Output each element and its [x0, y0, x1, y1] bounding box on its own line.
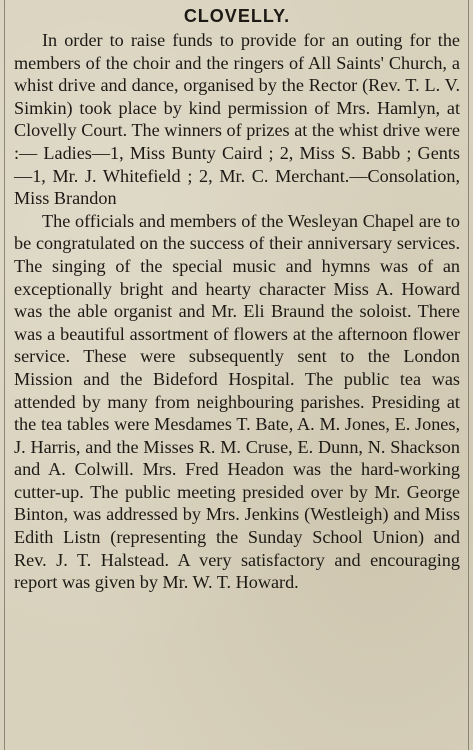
article-paragraph-wesleyan-chapel: The officials and members of the Wesleyan Chapel are to be congratulated on the success of their anniversary services. The singing of the special music and hymns was of an exceptionally bright and hearty character Miss A. Howard was the able organist and Mr. Eli Braund the soloist. There was a beautiful assortment of flowers at the afternoon flower service. These were subsequently sent to the London Mission and the Bideford Hospital. The public tea was attended by many from neighbouring parishes. Presiding at the tea tables were Mesdames T. Bate, A. M. Jones, E. Jones, J. Harris, and the Misses R. M. Cruse, E. Dunn, N. Shackson and A. Colwill. Mrs. Fred Headon was the hard-working cutter-up. The public meeting presided over by Mr. George Binton, was addressed by Mrs. Jenkins (Westleigh) and Miss Edith Listn (representing the Sunday School Union) and Rev. J. T. Halstead. A very satisfactory and encouraging report was given by Mr. W. T. Howard.	[14, 210, 460, 593]
article-headline: CLOVELLY.	[183, 6, 291, 26]
column-rule-right	[468, 0, 469, 750]
article-paragraph-whist-drive: In order to raise funds to provide for an outing for the members of the choir and the ringers of All Saints' Church, a whist drive and dance, organised by the Rector (Rev. T. L. V. Simkin) took place by kind permission of Mrs. Hamlyn, at Clovelly Court. The winners of prizes at the whist drive were :— Ladies—1, Miss Bunty Caird ; 2, Miss S. Babb ; Gents—1, Mr. J. Whitefield ; 2, Mr. C. Merchant.—Consolation, Miss Brandon	[14, 30, 460, 209]
column-rule-left	[4, 0, 5, 750]
article	[14, 4, 460, 594]
